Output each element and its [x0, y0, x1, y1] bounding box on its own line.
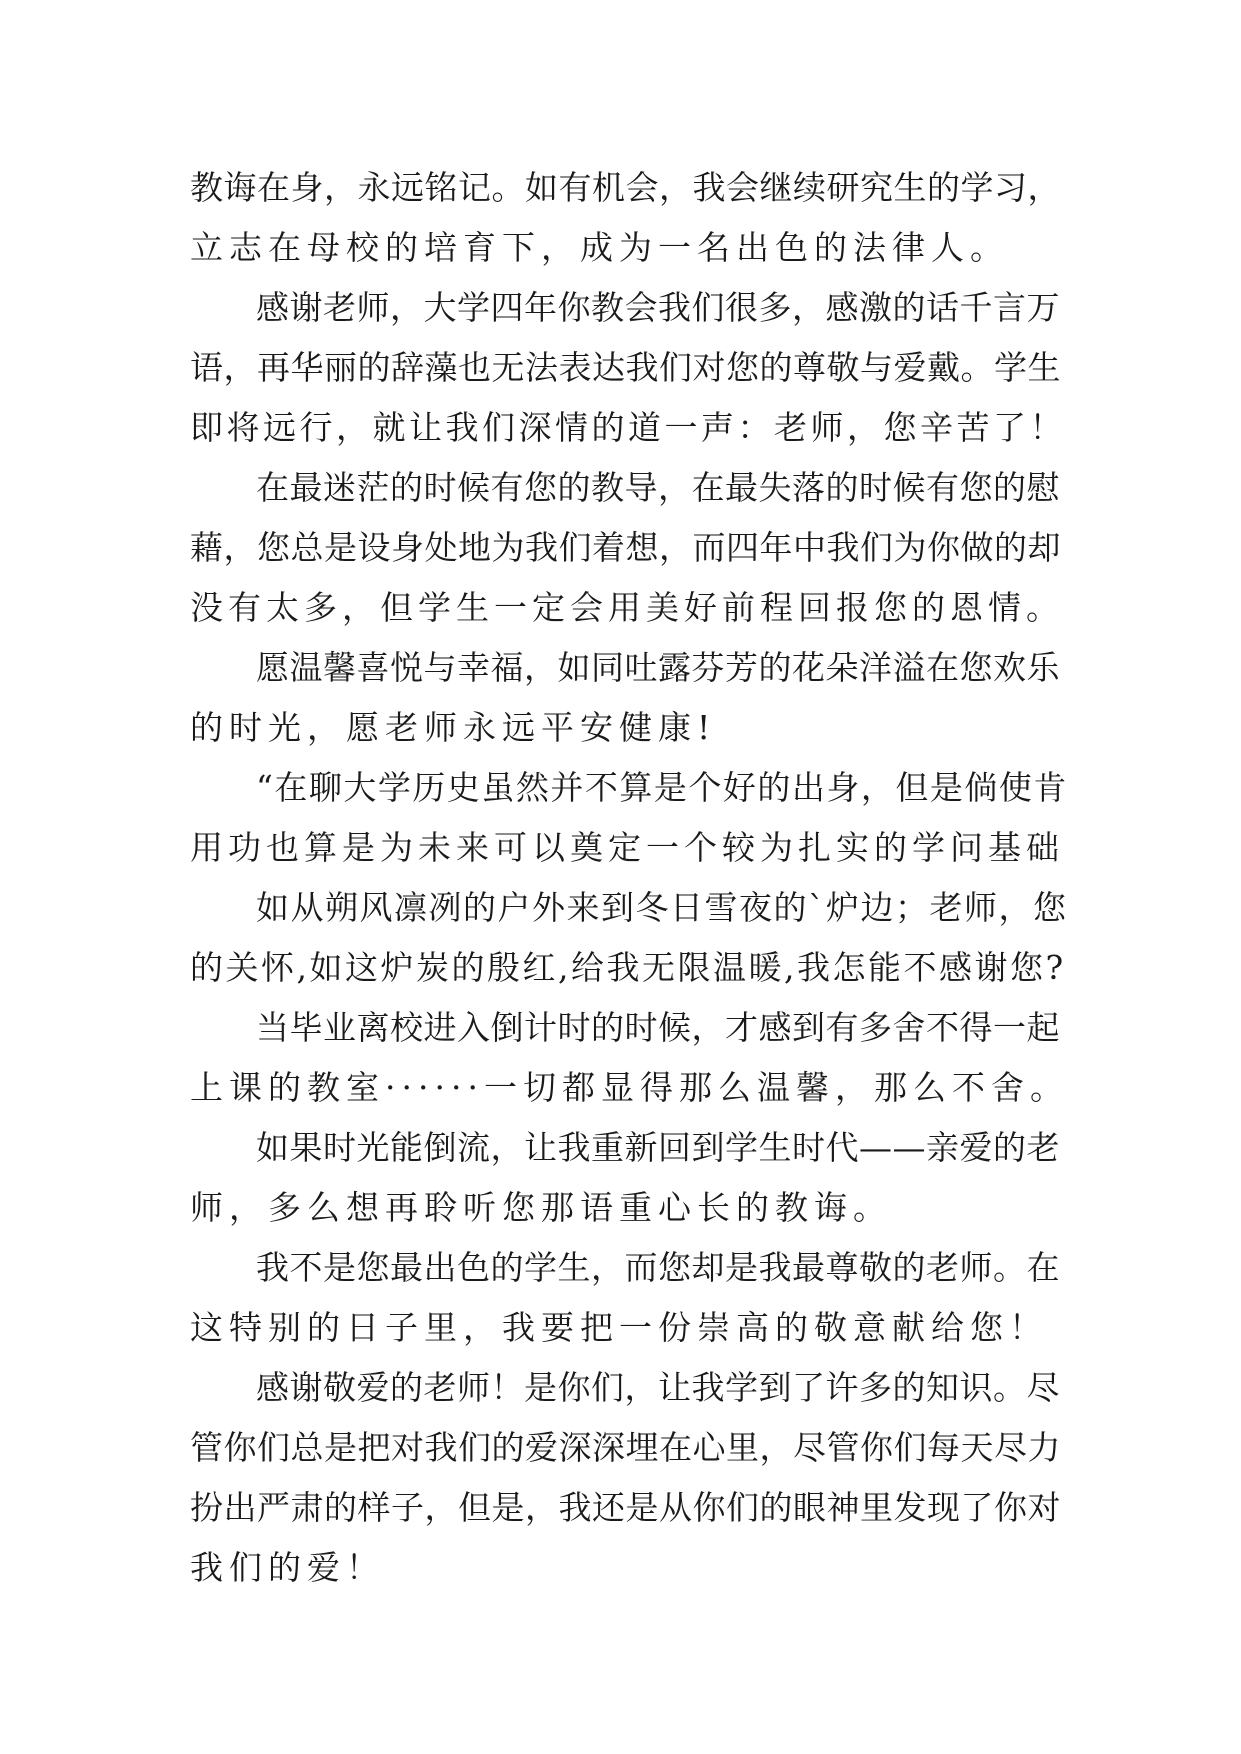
paragraph-start-line: 愿温馨喜悦与幸福，如同吐露芬芳的花朵洋溢在您欢乐	[256, 648, 1060, 687]
text-line: 管你们总是把对我们的爱深深埋在心里，尽管你们每天尽力	[190, 1428, 1061, 1467]
text-line: 藉，您总是设身处地为我们着想，而四年中我们为你做的却	[190, 528, 1061, 567]
paragraph-start-line: 在最迷茫的时候有您的教导，在最失落的时候有您的慰	[256, 468, 1060, 507]
text-line: 立志在母校的培育下，成为一名出色的法律人。	[190, 228, 1009, 267]
paragraph-start-line: 我不是您最出色的学生，而您却是我最尊敬的老师。在	[256, 1248, 1060, 1287]
text-line: 即将远行，就让我们深情的道一声：老师，您辛苦了！	[190, 408, 1066, 447]
paragraph-start-line: 当毕业离校进入倒计时的时候，才感到有多舍不得一起	[256, 1008, 1060, 1047]
text-line: 用功也算是为未来可以奠定一个较为扎实的学问基础	[190, 828, 1064, 867]
text-line: 没有太多，但学生一定会用美好前程回报您的恩情。	[190, 588, 1064, 627]
text-line: 的关怀,如这炉炭的殷红,给我无限温暖,我怎能不感谢您?	[190, 948, 1066, 987]
text-line: 我们的爱！	[190, 1548, 385, 1587]
paragraph-start-line: 如果时光能倒流，让我重新回到学生时代——亲爱的老	[256, 1128, 1060, 1167]
document-body	[190, 158, 1070, 1598]
text-line: 教诲在身，永远铭记。如有机会，我会继续研究生的学习，	[190, 168, 1061, 207]
paragraph-start-line: 感谢老师，大学四年你教会我们很多，感激的话千言万	[256, 288, 1060, 327]
text-line: 上课的教室······一切都显得那么温馨，那么不舍。	[190, 1068, 1069, 1107]
paragraph-start-line: 感谢敬爱的老师！是你们，让我学到了许多的知识。尽	[256, 1368, 1060, 1407]
paragraph-start-line: 如从朔风凛冽的户外来到冬日雪夜的`炉边；老师，您	[256, 888, 1068, 927]
text-line: 的时光，愿老师永远平安健康!	[190, 708, 717, 747]
text-line: 语，再华丽的辞藻也无法表达我们对您的尊敬与爱戴。学生	[190, 348, 1061, 387]
text-line: 扮出严肃的样子，但是，我还是从你们的眼神里发现了你对	[190, 1488, 1061, 1527]
text-line: 这特别的日子里，我要把一份崇高的敬意献给您！	[190, 1308, 1048, 1347]
text-line: 师，多么想再聆听您那语重心长的教诲。	[190, 1188, 892, 1227]
paragraph-start-line: “在聊大学历史虽然并不算是个好的出身，但是倘使肯	[256, 768, 1068, 807]
